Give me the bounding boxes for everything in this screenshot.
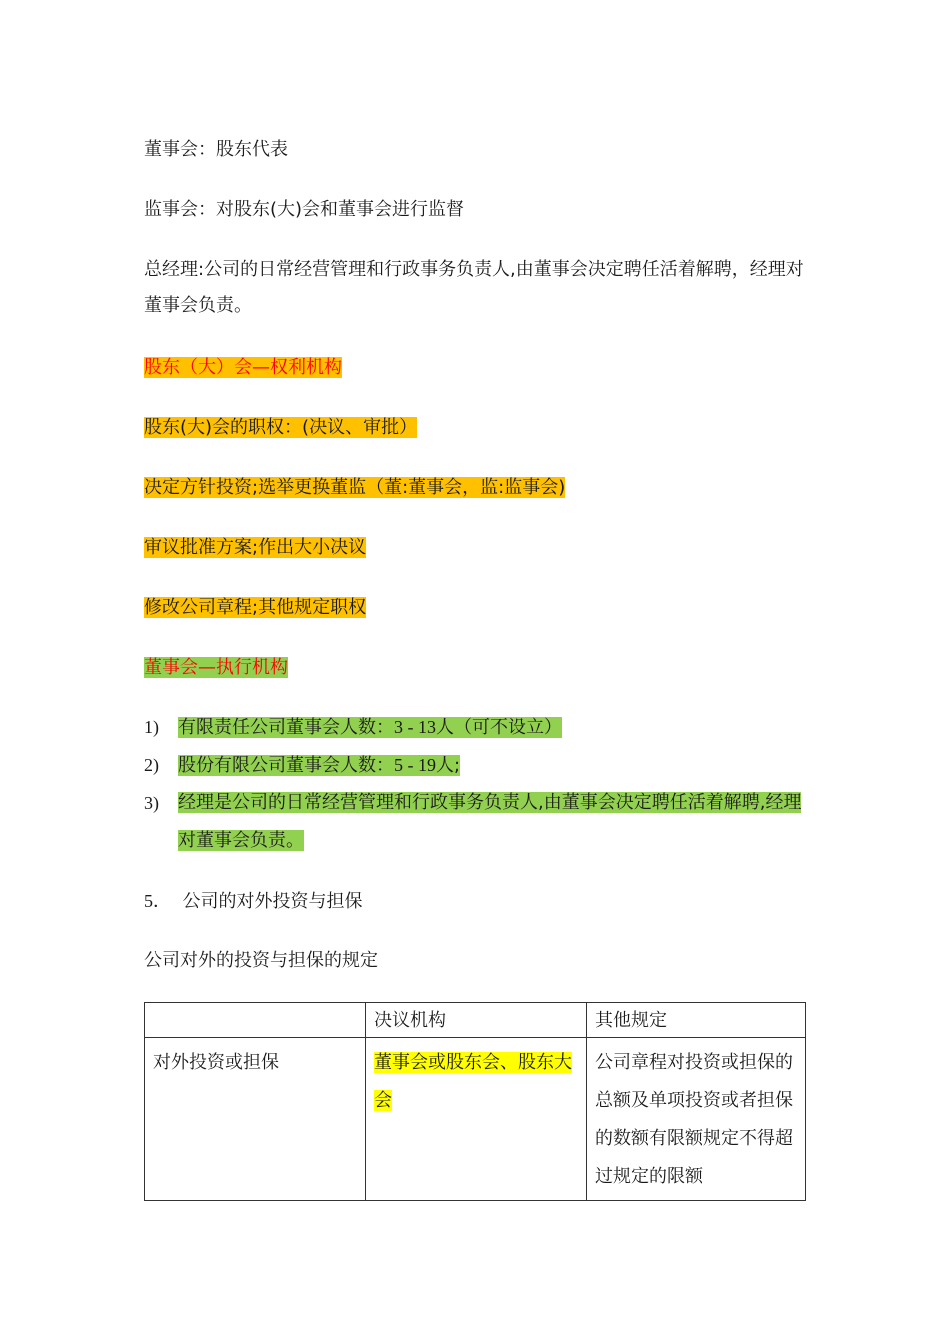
list-item-range: 5 - 19: [394, 755, 436, 775]
power-line-1: [144, 476, 565, 500]
power-line-1-text: 决定方针投资;选举更换董监（董:董事会，监:监事会): [144, 477, 566, 498]
header-cell-body: 决议机构: [366, 1003, 587, 1038]
section-number: 5．: [144, 891, 171, 911]
header-cell-empty: [145, 1003, 366, 1038]
list-item: [144, 715, 562, 740]
board-heading-text: 董事会—执行机构: [144, 657, 288, 678]
table-row: [145, 1038, 806, 1201]
cell-body: [366, 1038, 587, 1201]
list-item-text: 经理是公司的日常经营管理和行政事务负责人,由董事会决定聘任活着解聘,经理对董事会负责。: [178, 792, 802, 851]
cell-rule: 公司章程对投资或担保的总额及单项投资或者担保的数额有限额规定不得超过规定的限额: [587, 1038, 806, 1201]
list-marker: 3): [144, 793, 159, 813]
list-item-body: [178, 784, 808, 860]
general-manager-definition: 总经理:公司的日常经营管理和行政事务负责人,由董事会决定聘任活着解聘，经理对董事会负责。: [144, 259, 804, 316]
board-definition: 董事会：股东代表: [144, 139, 288, 160]
list-item: [144, 753, 460, 778]
list-item: [144, 791, 808, 860]
table-header-row: [145, 1003, 806, 1038]
list-item-range: 3 - 13: [394, 717, 436, 737]
header-cell-rule: 其他规定: [587, 1003, 806, 1038]
section-5-heading: [144, 889, 362, 914]
board-heading: [144, 656, 288, 680]
section-title: 公司的对外投资与担保: [182, 891, 363, 912]
power-line-2: [144, 536, 366, 560]
powers-title-text: 股东(大)会的职权：(决议、审批）: [144, 417, 418, 438]
investment-guarantee-table: [144, 1002, 806, 1201]
list-item-suffix: 人;: [436, 755, 461, 776]
list-item-prefix: 股份有限公司董事会人数：: [178, 755, 394, 776]
list-marker: 1): [144, 717, 159, 737]
shareholders-heading: [144, 356, 342, 380]
list-item-text: [178, 717, 562, 738]
power-line-3: [144, 596, 366, 620]
power-line-3-text: 修改公司章程;其他规定职权: [144, 597, 367, 618]
cell-body-text: 董事会或股东会、股东大会: [374, 1052, 572, 1111]
rules-title: 公司对外的投资与担保的规定: [144, 950, 378, 971]
shareholders-heading-text: 股东（大）会—权利机构: [144, 357, 342, 378]
list-marker: 2): [144, 755, 159, 775]
power-line-2-text: 审议批准方案;作出大小决议: [144, 537, 367, 558]
list-item-prefix: 有限责任公司董事会人数：: [178, 717, 394, 738]
list-item-text: [178, 755, 460, 776]
supervisory-definition: 监事会：对股东(大)会和董事会进行监督: [144, 199, 465, 220]
cell-item: 对外投资或担保: [145, 1038, 366, 1201]
powers-title: [144, 416, 417, 440]
list-item-suffix: 人（可不设立）: [436, 717, 562, 738]
